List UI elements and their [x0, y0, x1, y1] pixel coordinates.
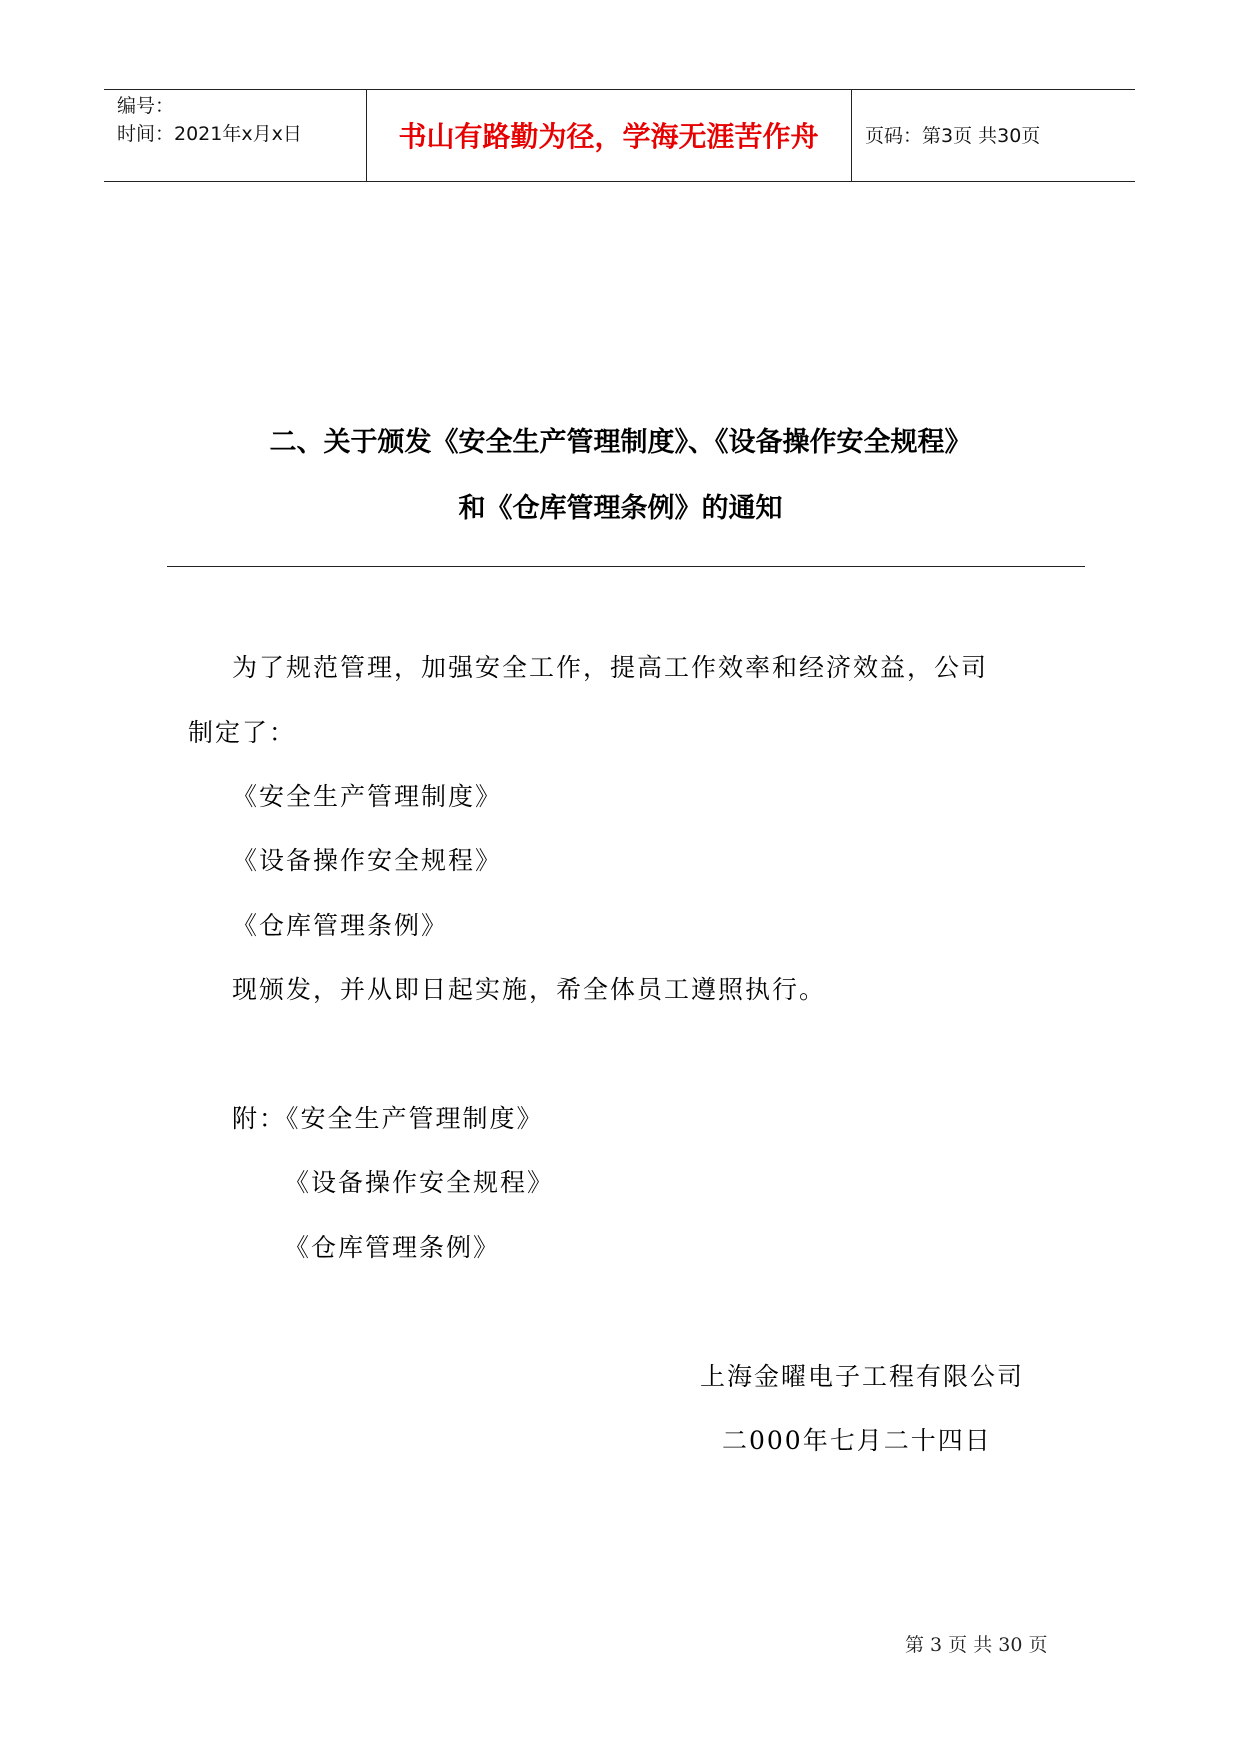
header-motto: 书山有路勤为径，学海无涯苦作舟: [398, 120, 819, 153]
header-page-info: 页码：第3页 共30页: [865, 125, 1041, 147]
header-divider-right: [851, 89, 852, 181]
paragraph-line2: 制定了：: [188, 718, 297, 747]
list-item: 《仓库管理条例》: [232, 911, 449, 940]
footer-page-number: 第 3 页 共 30 页: [905, 1634, 1048, 1656]
attachment-item: 《仓库管理条例》: [284, 1233, 501, 1262]
document-title-line2: 和《仓库管理条例》的通知: [458, 493, 783, 524]
header-meta: [117, 92, 302, 148]
header-time-label: 时间：2021年x月x日: [117, 123, 302, 145]
company-name: 上海金曜电子工程有限公司: [700, 1362, 1025, 1391]
closing-sentence: 现颁发，并从即日起实施，希全体员工遵照执行。: [232, 975, 827, 1004]
list-item: 《安全生产管理制度》: [232, 782, 503, 811]
document-title-line1: 二、关于颁发《安全生产管理制度》、《设备操作安全规程》: [269, 427, 972, 458]
attachments-label: 附：《安全生产管理制度》: [232, 1104, 544, 1133]
attachment-item: 《设备操作安全规程》: [284, 1168, 555, 1197]
title-underline: [167, 566, 1085, 567]
header-number-label: 编号：: [117, 95, 175, 117]
header-bottom-rule: [104, 181, 1135, 182]
issue-date: 二000年七月二十四日: [722, 1426, 992, 1455]
list-item: 《设备操作安全规程》: [232, 846, 503, 875]
paragraph-line1: 为了规范管理，加强安全工作，提高工作效率和经济效益，公司: [232, 653, 989, 682]
